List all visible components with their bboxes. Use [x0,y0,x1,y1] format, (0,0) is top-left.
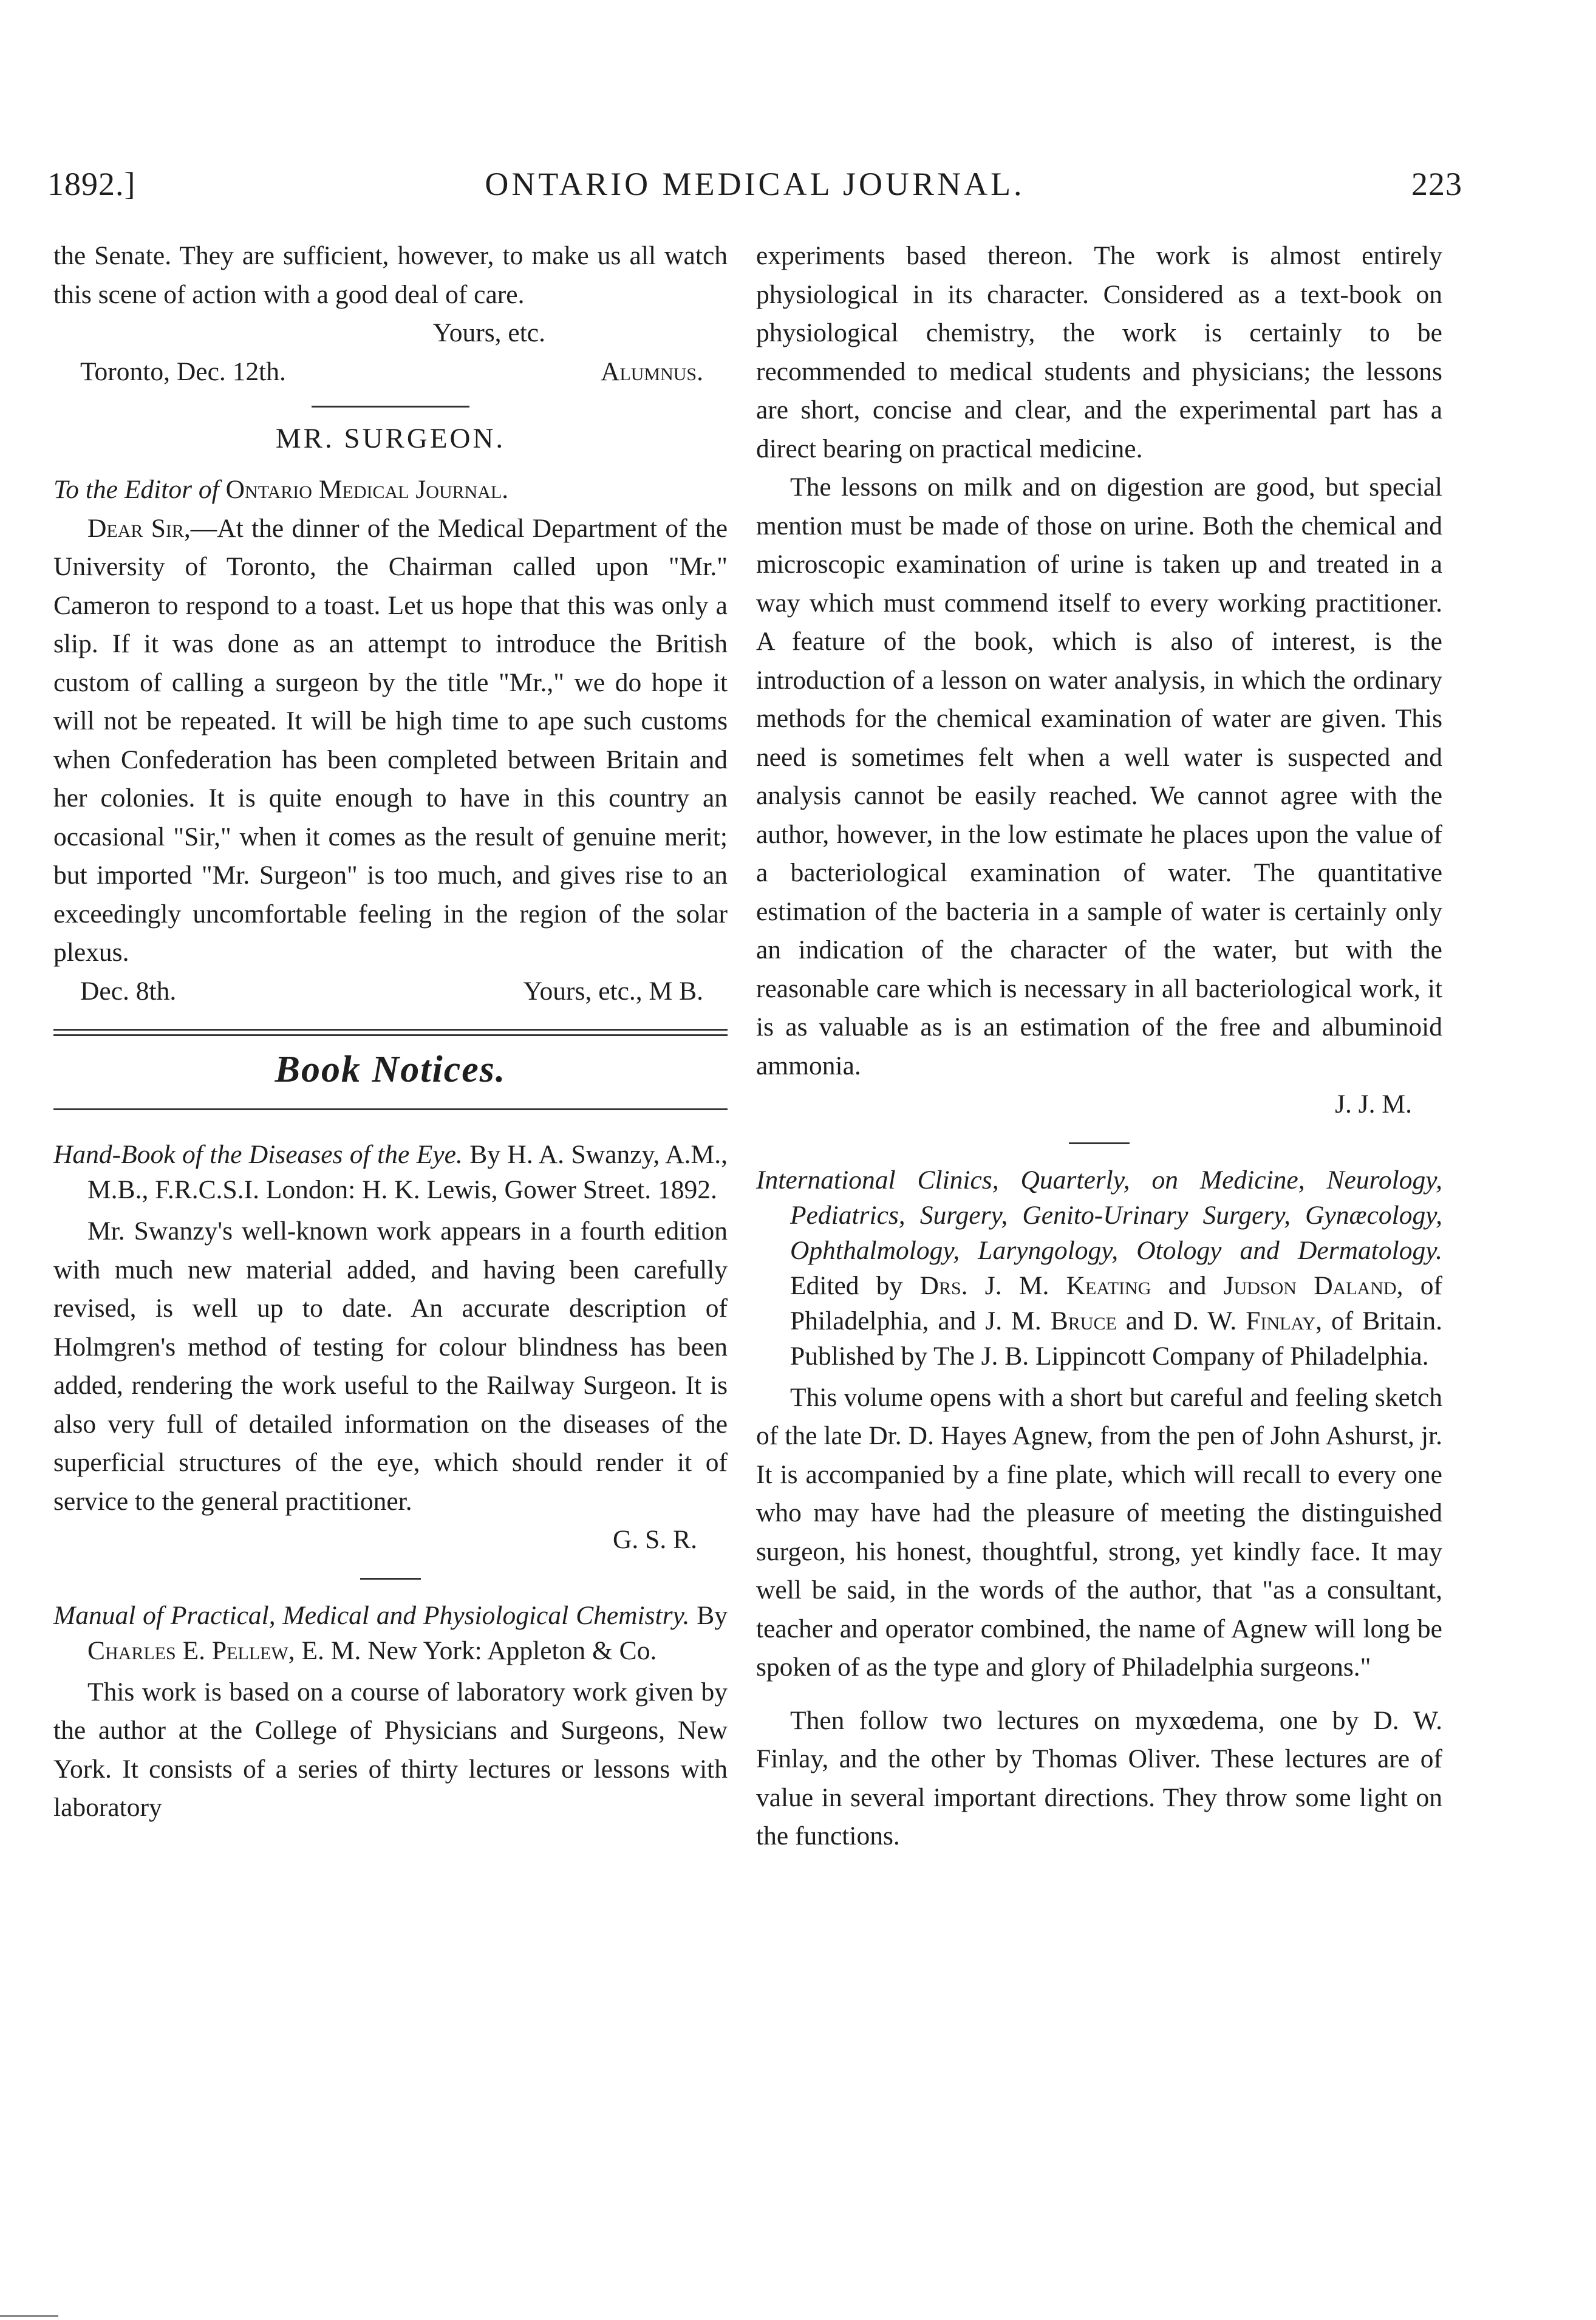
review-divider [360,1578,421,1580]
section-title: MR. SURGEON. [275,423,506,454]
review1-title: Hand-Book of the Diseases of the Eye. [53,1140,463,1169]
letter-end-signoff [53,353,728,392]
review2-citation [53,1598,728,1668]
review3-editors2: Judson Daland [1223,1271,1397,1300]
review2-para2: The lessons on milk and on digestion are good, but special mention must be made of those on urine. Both the chemical and microscopic examination of urine is taken up and treated in a way which must commend itself to every working practitioner. A feature of the book, which is also of interest, is the introduction of a lesson on water analysis, in which the ordinary methods for the chemical examination of water are given. This need is sometimes felt when a well water is suspected and analysis cannot be easily reached. We cannot agree with the author, however, in the low estimate he places upon the value of a bacteriological examination of water. The quantitative estimation of the bacteria in a sample of water is certainly only an indication of the character of the water, but with the reasonable care which is necessary in all bacteriological work, it is as valuable as is an estimation of the free and albuminoid ammonia. [756,473,1442,1080]
letter-end-text: the Senate. They are sufficient, however, to make us all watch this scene of action with a good deal of care. [53,241,728,309]
letter-signoff [53,972,728,1011]
address-prefix: To the Editor of [53,475,219,504]
section-divider [312,406,469,408]
double-rule-divider [53,1029,728,1036]
review3-and1: and [1151,1271,1224,1300]
review2-byline-rest: , E. M. New York: Appleton & Co. [288,1636,657,1665]
review1-initials: G. S. R. [613,1525,697,1554]
review-divider-right [1069,1142,1130,1144]
review3-editors3: J. M. Bruce [985,1306,1117,1336]
review3-para2: Then follow two lectures on myxœdema, one by D. W. Finlay, and the other by Thomas Oliver. These lectures are of value in several important directions. They throw some light on the functions. [756,1705,1442,1851]
review3-rest: , of Britain. Published by The J. B. Lippincott Company of Philadelphia. [790,1306,1442,1371]
review3-editors1: Drs. J. M. Keating [919,1271,1151,1300]
heading-rule [53,1108,728,1110]
review2-continued: experiments based thereon. The work is almost entirely physiological in its character. Considered as a text-book on physiological chemistry, the work is certainly to be recommended to medical students and physicians; the lessons are short, concise and clear, and the experimental part has a direct bearing on practical medicine. [756,241,1442,463]
salutation: Dear Sir, [87,513,191,543]
letter-body-text: —At the dinner of the Medical Department of the University of Toronto, the Chairman called upon "Mr." Cameron to respond to a toast. Let us hope that this was only a slip. If it was done as an attempt to introduce the British custom of calling a surgeon by the title "Mr.," we do hope it will not be repeated. It will be high time to ape such customs when Confederation has been completed between Britain and her colonies. It is quite enough to have in this country an occasional "Sir," when it comes as the result of genuine merit; but imported "Mr. Surgeon" is too much, and gives rise to an exceedingly uncomfortable feeling in the region of the solar plexus. [53,513,728,967]
letter-date: Dec. 8th. [80,976,177,1006]
book-notices-heading: Book Notices. [275,1049,506,1090]
review3-para1: This volume opens with a short but careful and feeling sketch of the late Dr. D. Hayes Agnew, from the pen of John Ashurst, jr. It is accompanied by a fine plate, which will recall to every one who may have had the pleasure of meeting the distinguished surgeon, his honest, thoughtful, strong, yet kindly face. It may well be said, in the words of the author, that "as a consultant, teacher and operator combined, the name of Agnew will long be spoken of as the type and glory of Philadelphia surgeons." [756,1382,1442,1682]
left-column [53,237,728,1827]
review1-body: Mr. Swanzy's well-known work appears in a fourth edition with much new material added, and having been carefully revised, is well up to date. An accurate description of Holmgren's method of testing for colour blindness has been added, rendering the work useful to the Railway Surgeon. It is also very full of detailed information on the diseases of the superficial structures of the eye, which should render it of service to the general practitioner. [53,1216,728,1516]
review3-edited-by: Edited by [790,1271,920,1300]
review1-byline: By H. A. Swanzy, A.M., M.B., F.R.C.S.I. London: H. K. Lewis, Gower Street. 1892. [87,1140,728,1204]
right-column [756,237,1442,1856]
review2-byline-by: By [689,1600,728,1630]
address-journal: Ontario Medical Journal. [225,475,509,504]
review3-editors4: D. W. Finlay [1173,1306,1316,1336]
review2-author: Charles E. Pellew [87,1636,288,1665]
letter-end-valediction: Yours, etc. [432,318,545,347]
letter-address [53,471,728,510]
header-year: 1892.] [47,166,136,202]
review2-body-start: This work is based on a course of laboratory work given by the author at the College of Physicians and Surgeons, New York. It consists of a series of thirty lectures or lessons with laboratory [53,1677,728,1822]
review3-and2: and [1116,1306,1173,1336]
letter-signature: Yours, etc., M B. [523,976,703,1006]
review3-citation [756,1162,1442,1374]
review3-of1: , of Philadelphia, and [790,1271,1442,1336]
review1-citation [53,1137,728,1207]
header-journal-title: ONTARIO MEDICAL JOURNAL. [485,166,1025,202]
header-page-number: 223 [1411,166,1462,202]
footer-mark [0,2315,58,2317]
review2-initials: J. J. M. [1335,1090,1412,1119]
review2-title: Manual of Practical, Medical and Physiological Chemistry. [53,1600,690,1630]
letter-end-place-date: Toronto, Dec. 12th. [80,357,286,386]
letter-body [53,510,728,972]
letter-end-signature: Alumnus. [601,357,703,386]
running-header [47,151,1462,205]
review3-title: International Clinics, Quarterly, on Medicine, Neurology, Pediatrics, Surgery, Genito-Urinary Surgery, Gynæcology, Ophthalmology, Laryngology, Otology and Dermatology. [756,1165,1442,1265]
